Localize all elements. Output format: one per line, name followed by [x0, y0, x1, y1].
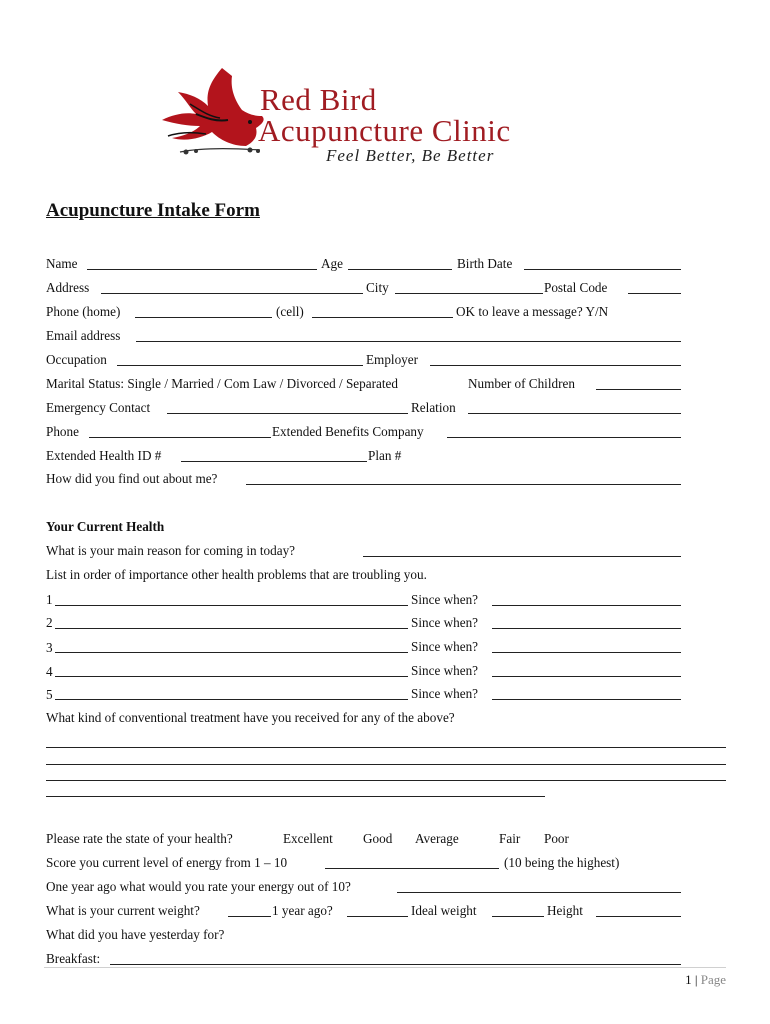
phone-home-label: Phone (home) [46, 304, 121, 319]
clinic-name-line1: Red Bird [260, 82, 377, 117]
problem-field[interactable] [55, 676, 408, 677]
clinic-tagline: Feel Better, Be Better [326, 146, 495, 165]
phone-field[interactable] [89, 437, 271, 438]
treatment-label: What kind of conventional treatment have you received for any of the above? [46, 710, 455, 725]
age-field[interactable] [348, 269, 452, 270]
energy-score-label: Score you current level of energy from 1 – 10 [46, 855, 288, 870]
age-label: Age [321, 256, 343, 271]
yesterday-label: What did you have yesterday for? [46, 927, 225, 942]
rating-fair[interactable]: Fair [499, 831, 521, 846]
rating-good[interactable]: Good [363, 831, 393, 846]
list-prompt: List in order of importance other health problems that are troubling you. [46, 567, 427, 582]
marital-status-label: Marital Status: Single / Married / Com Law / Divorced / Separated [46, 376, 398, 391]
treatment-line[interactable] [46, 780, 726, 781]
extended-health-id-label: Extended Health ID # [46, 448, 162, 463]
phone-home-field[interactable] [135, 317, 272, 318]
rate-state-label: Please rate the state of your health? [46, 831, 233, 846]
since-when-field[interactable] [492, 652, 681, 653]
ideal-weight-field[interactable] [492, 916, 544, 917]
postal-code-field[interactable] [628, 293, 681, 294]
plan-label: Plan # [368, 448, 402, 463]
treatment-line[interactable] [46, 796, 545, 797]
rating-excellent[interactable]: Excellent [283, 831, 333, 846]
list-number: 4 [46, 664, 53, 679]
rating-poor[interactable]: Poor [544, 831, 569, 846]
clinic-name-line2: Acupuncture Clinic [258, 113, 511, 148]
since-when-label: Since when? [411, 615, 479, 630]
cell-field[interactable] [312, 317, 453, 318]
email-label: Email address [46, 328, 121, 343]
city-label: City [366, 280, 389, 295]
since-when-field[interactable] [492, 628, 681, 629]
year-ago-energy-label: One year ago what would you rate your energy out of 10? [46, 879, 351, 894]
height-field[interactable] [596, 916, 681, 917]
extended-benefits-label: Extended Benefits Company [272, 424, 424, 439]
year-ago-energy-field[interactable] [397, 892, 681, 893]
problem-field[interactable] [55, 652, 408, 653]
breakfast-field[interactable] [110, 964, 681, 965]
birth-date-label: Birth Date [457, 256, 513, 271]
cell-label: (cell) [276, 304, 304, 319]
ok-message-label: OK to leave a message? Y/N [456, 304, 609, 319]
list-number: 5 [46, 687, 53, 702]
find-out-label: How did you find out about me? [46, 471, 218, 486]
year-ago-weight-label: 1 year ago? [272, 903, 333, 918]
emergency-contact-label: Emergency Contact [46, 400, 151, 415]
page-number: 1 [685, 972, 692, 987]
since-when-label: Since when? [411, 663, 479, 678]
address-label: Address [46, 280, 90, 295]
name-label: Name [46, 256, 78, 271]
energy-note: (10 being the highest) [504, 855, 620, 870]
page-separator: | [694, 972, 698, 987]
current-weight-label: What is your current weight? [46, 903, 200, 918]
problem-field[interactable] [55, 605, 408, 606]
since-when-label: Since when? [411, 686, 479, 701]
list-number: 1 [46, 592, 53, 607]
relation-label: Relation [411, 400, 456, 415]
energy-score-field[interactable] [325, 868, 499, 869]
extended-health-id-field[interactable] [181, 461, 367, 462]
find-out-field[interactable] [246, 484, 681, 485]
city-field[interactable] [395, 293, 543, 294]
postal-code-label: Postal Code [544, 280, 608, 295]
children-field[interactable] [596, 389, 681, 390]
height-label: Height [547, 903, 583, 918]
employer-field[interactable] [430, 365, 681, 366]
ideal-weight-label: Ideal weight [411, 903, 477, 918]
page-label: Page [700, 972, 726, 987]
current-health-heading: Your Current Health [46, 519, 165, 534]
treatment-line[interactable] [46, 747, 726, 748]
since-when-label: Since when? [411, 639, 479, 654]
emergency-contact-field[interactable] [167, 413, 408, 414]
list-number: 2 [46, 615, 53, 630]
main-reason-label: What is your main reason for coming in today? [46, 543, 296, 558]
year-ago-weight-field[interactable] [347, 916, 408, 917]
footer-rule [44, 967, 726, 968]
list-number: 3 [46, 640, 53, 655]
extended-benefits-field[interactable] [447, 437, 681, 438]
relation-field[interactable] [468, 413, 681, 414]
since-when-field[interactable] [492, 676, 681, 677]
form-title: Acupuncture Intake Form [46, 200, 260, 221]
rating-average[interactable]: Average [415, 831, 459, 846]
children-label: Number of Children [468, 376, 575, 391]
current-weight-field[interactable] [228, 916, 271, 917]
address-field[interactable] [101, 293, 363, 294]
name-field[interactable] [87, 269, 317, 270]
problem-field[interactable] [55, 699, 408, 700]
birth-date-field[interactable] [524, 269, 681, 270]
occupation-label: Occupation [46, 352, 107, 367]
page-footer [685, 972, 726, 988]
since-when-label: Since when? [411, 592, 479, 607]
problem-field[interactable] [55, 628, 408, 629]
since-when-field[interactable] [492, 605, 681, 606]
since-when-field[interactable] [492, 699, 681, 700]
employer-label: Employer [366, 352, 419, 367]
email-field[interactable] [136, 341, 681, 342]
phone-label: Phone [46, 424, 79, 439]
red-bird-logo [150, 62, 270, 162]
main-reason-field[interactable] [363, 556, 681, 557]
breakfast-label: Breakfast: [46, 951, 101, 966]
treatment-line[interactable] [46, 764, 726, 765]
occupation-field[interactable] [117, 365, 363, 366]
